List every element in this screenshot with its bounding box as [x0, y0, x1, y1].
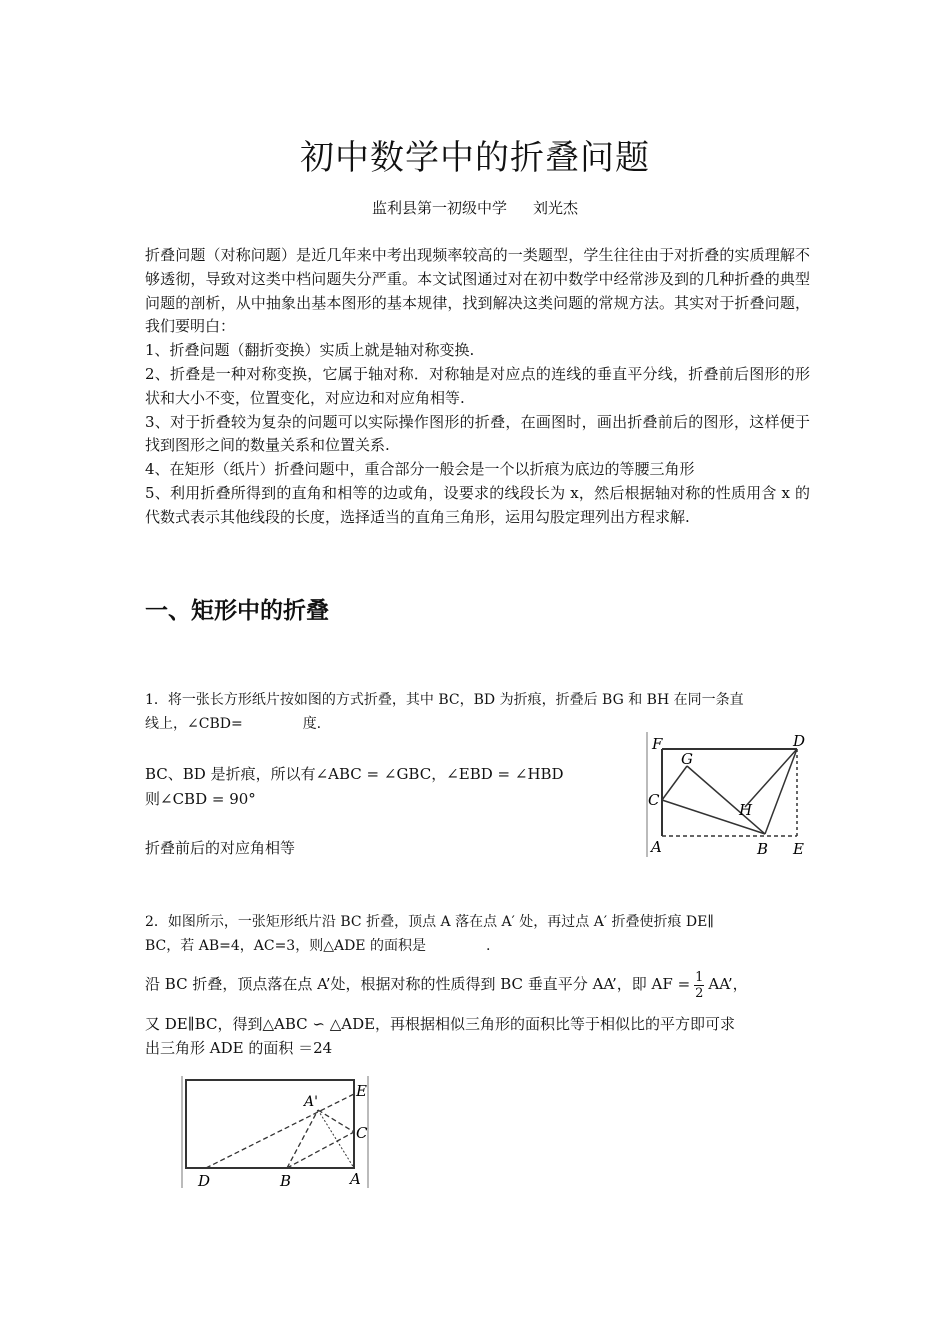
intro-point-2: 2、折叠是一种对称变换，它属于轴对称．对称轴是对应点的连线的垂直平分线，折叠前后图形的形状和大小不变，位置变化，对应边和对应角相等.	[145, 364, 810, 407]
page-title: 初中数学中的折叠问题	[300, 138, 650, 178]
fraction-one-half: $\frac{1}{2}$	[695, 969, 704, 1001]
q1-solution-2: 则∠CBD = 90°	[145, 790, 256, 808]
q1-text-line1: 1．将一张长方形纸片按如图的方式折叠，其中 BC，BD 为折痕，折叠后 BG 和 BH 在同一条直	[145, 692, 744, 708]
section-heading: 一、矩形中的折叠	[145, 598, 329, 624]
intro-point-1: 1、折叠问题（翻折变换）实质上就是轴对称变换.	[145, 341, 475, 360]
intro-point-4: 4、在矩形（纸片）折叠问题中，重合部分一般会是一个以折痕为底边的等腰三角形	[145, 460, 695, 479]
q2-solution-1: 沿 BC 折叠，顶点落在点 A’处，根据对称的性质得到 BC 垂直平分 AA’，即 AF = $\frac{1}{2}$ AA’，	[145, 969, 748, 1001]
q1-solution-1: BC、BD 是折痕，所以有∠ABC = ∠GBC，∠EBD = ∠HBD	[145, 765, 564, 783]
author-line	[0, 197, 950, 218]
label-E: E	[793, 840, 804, 857]
label-B: B	[280, 1172, 292, 1188]
q2-solution-2: 又 DE∥BC，得到△ABC ∽ △ADE，再根据相似三角形的面积比等于相似比的平方即可求	[145, 1015, 736, 1033]
label-A-prime: A'	[304, 1094, 318, 1110]
label-G: G	[681, 750, 693, 768]
q2-text-line2: BC，若 AB=4，AC=3，则△ADE 的面积是 .	[145, 938, 491, 954]
intro-point-5: 5、利用折叠所得到的直角和相等的边或角，设要求的线段长为 x，然后根据轴对称的性质用含 x 的代数式表示其他线段的长度，选择适当的直角三角形，运用勾股定理列出方程求解.	[145, 483, 810, 526]
intro-paragraph: 折叠问题（对称问题）是近几年来中考出现频率较高的一类题型，学生往往由于对折叠的实质理解不够透彻，导致对这类中档问题失分严重。本文试图通过对在初中数学中经常涉及到的几种折叠的典型问题的剖析，从中抽象出基本图形的基本规律，找到解决这类问题的常规方法。其实对于折叠问题，我们要明白：	[145, 246, 810, 336]
label-F: F	[652, 735, 663, 753]
q2-solution-3: 出三角形 ADE 的面积 ＝24	[145, 1039, 333, 1057]
q2-figure	[180, 1076, 375, 1192]
author-name: 刘光杰	[533, 199, 579, 217]
label-D: D	[198, 1172, 211, 1188]
school-name: 监利县第一初级中学	[371, 199, 507, 217]
intro-block	[145, 244, 810, 530]
q1-solution-3: 折叠前后的对应角相等	[145, 839, 296, 857]
label-D: D	[793, 732, 806, 750]
label-A: A	[350, 1170, 361, 1188]
label-A: A	[651, 838, 662, 856]
label-C: C	[356, 1124, 368, 1142]
label-E: E	[356, 1082, 367, 1100]
label-B: B	[757, 840, 769, 857]
label-C: C	[648, 791, 660, 809]
q1-figure	[645, 732, 810, 861]
q1-text-line2: 线上，∠CBD= 度.	[145, 716, 322, 732]
intro-point-3: 3、对于折叠较为复杂的问题可以实际操作图形的折叠，在画图时，画出折叠前后的图形，这样便于找到图形之间的数量关系和位置关系.	[145, 412, 810, 455]
label-H: H	[739, 801, 753, 819]
q2-text-line1: 2．如图所示，一张矩形纸片沿 BC 折叠，顶点 A 落在点 A′ 处，再过点 A′ 折叠使折痕 DE∥	[145, 914, 714, 930]
